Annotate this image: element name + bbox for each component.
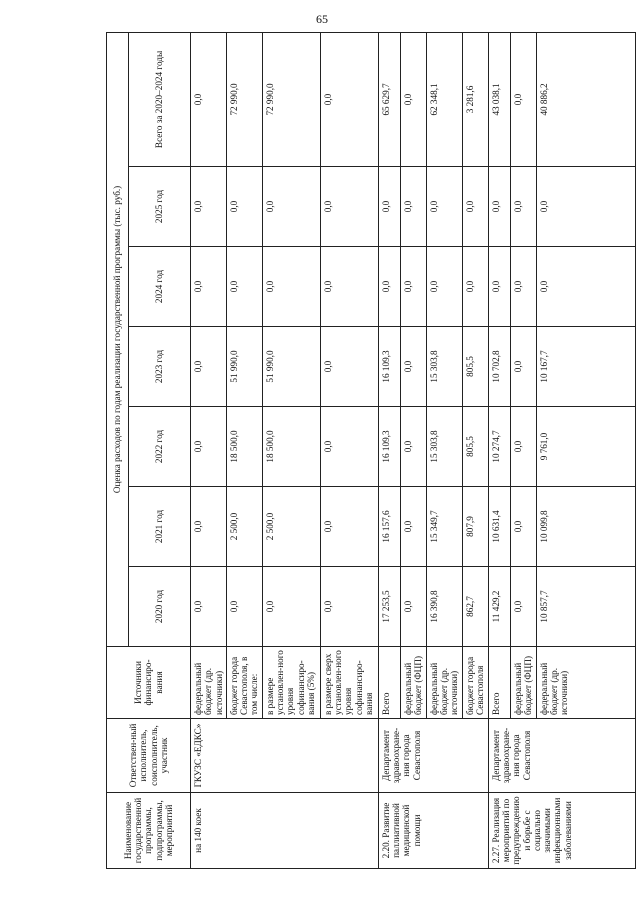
value-cell: 17 253,5	[378, 567, 400, 647]
executor: ГКУЗС «ЕДКС»	[191, 719, 379, 793]
value-cell: 0,0	[426, 247, 462, 327]
total-cell: 62 348,1	[426, 32, 462, 166]
value-cell: 0,0	[510, 327, 536, 407]
header-year: 2020 год	[129, 567, 191, 647]
header-year: 2023 год	[129, 327, 191, 407]
value-cell: 0,0	[488, 247, 510, 327]
header-total: Всего за 2020–2024 годы	[129, 32, 191, 166]
executor: Департамент здравоохране-ния города Севастополя	[378, 719, 488, 793]
value-cell: 0,0	[400, 247, 426, 327]
funding-source: Всего	[488, 647, 510, 719]
rotated-page-frame	[106, 33, 636, 869]
funding-source: федеральный бюджет (ФЦП)	[510, 647, 536, 719]
value-cell: 15 303,8	[426, 407, 462, 487]
value-cell: 16 157,6	[378, 487, 400, 567]
value-cell: 0,0	[400, 567, 426, 647]
value-cell: 11 429,2	[488, 567, 510, 647]
total-cell: 72 990,0	[226, 32, 262, 166]
header-year: 2025 год	[129, 167, 191, 247]
value-cell: 0,0	[400, 407, 426, 487]
header-executor: Ответствен-ный исполнитель, соисполнитель, участник	[107, 719, 191, 793]
value-cell: 805,5	[462, 407, 488, 487]
total-cell: 0,0	[191, 32, 227, 166]
funding-source: бюджет города Севастополя, в том числе:	[226, 647, 262, 719]
budget-table	[106, 32, 636, 869]
header-name: Наименование государственной программы, подпрограммы, мероприятий	[107, 793, 191, 869]
total-cell: 3 281,6	[462, 32, 488, 166]
value-cell: 10 702,8	[488, 327, 510, 407]
value-cell: 0,0	[226, 567, 262, 647]
value-cell: 0,0	[400, 167, 426, 247]
value-cell: 16 109,3	[378, 407, 400, 487]
funding-source: федеральный бюджет (др. источники)	[191, 647, 227, 719]
funding-source: бюджет города Севастополя	[462, 647, 488, 719]
value-cell: 10 631,4	[488, 487, 510, 567]
value-cell: 0,0	[262, 247, 320, 327]
value-cell: 0,0	[191, 567, 227, 647]
value-cell: 0,0	[226, 167, 262, 247]
table-row	[378, 32, 400, 868]
header-year: 2024 год	[129, 247, 191, 327]
value-cell: 0,0	[510, 487, 536, 567]
value-cell: 805,5	[462, 327, 488, 407]
value-cell: 0,0	[510, 567, 536, 647]
value-cell: 2 500,0	[262, 487, 320, 567]
total-cell: 0,0	[400, 32, 426, 166]
value-cell: 0,0	[320, 407, 378, 487]
header-year: 2021 год	[129, 487, 191, 567]
value-cell: 0,0	[191, 327, 227, 407]
value-cell: 0,0	[191, 247, 227, 327]
value-cell: 51 990,0	[262, 327, 320, 407]
value-cell: 51 990,0	[226, 327, 262, 407]
value-cell: 0,0	[191, 167, 227, 247]
value-cell: 10 857,7	[536, 567, 635, 647]
value-cell: 10 274,7	[488, 407, 510, 487]
value-cell: 0,0	[510, 167, 536, 247]
value-cell: 16 390,8	[426, 567, 462, 647]
funding-source: в размере сверх установлен-ного уровня софинансиро-вания	[320, 647, 378, 719]
funding-source: в размере установлен-ного уровня софинансиро-вания (5%)	[262, 647, 320, 719]
total-cell: 72 990,0	[262, 32, 320, 166]
value-cell: 0,0	[426, 167, 462, 247]
rotated-table-container	[106, 33, 636, 869]
table-row	[191, 32, 227, 868]
value-cell: 0,0	[462, 167, 488, 247]
header-row-1	[107, 32, 129, 868]
value-cell: 15 303,8	[426, 327, 462, 407]
value-cell: 0,0	[510, 407, 536, 487]
value-cell: 0,0	[191, 407, 227, 487]
total-cell: 0,0	[320, 32, 378, 166]
value-cell: 807,9	[462, 487, 488, 567]
funding-source: федеральный бюджет (ФЦП)	[400, 647, 426, 719]
header-estimate: Оценка расходов по годам реализации государственной программы (тыс. руб.)	[107, 32, 129, 646]
value-cell: 0,0	[320, 487, 378, 567]
value-cell: 0,0	[378, 167, 400, 247]
funding-source: федеральный бюджет (др. источники)	[426, 647, 462, 719]
value-cell: 18 500,0	[262, 407, 320, 487]
value-cell: 0,0	[262, 567, 320, 647]
program-name: 2.20. Развитие паллиативной медицинской помощи	[378, 793, 488, 869]
value-cell: 0,0	[262, 167, 320, 247]
value-cell: 0,0	[400, 487, 426, 567]
value-cell: 862,7	[462, 567, 488, 647]
value-cell: 0,0	[510, 247, 536, 327]
value-cell: 18 500,0	[226, 407, 262, 487]
header-source: Источники финансиро-вания	[107, 647, 191, 719]
value-cell: 0,0	[191, 487, 227, 567]
total-cell: 40 886,2	[536, 32, 635, 166]
total-cell: 0,0	[510, 32, 536, 166]
value-cell: 16 109,3	[378, 327, 400, 407]
executor: Департамент здравоохране-ния города Севастополя	[488, 719, 635, 793]
value-cell: 0,0	[320, 327, 378, 407]
value-cell: 15 349,7	[426, 487, 462, 567]
program-name: на 140 коек	[191, 793, 379, 869]
total-cell: 43 038,1	[488, 32, 510, 166]
funding-source: федеральный бюджет (др. источники)	[536, 647, 635, 719]
header-year: 2022 год	[129, 407, 191, 487]
value-cell: 0,0	[400, 327, 426, 407]
program-name: 2.27. Реализация мероприятий по предупреждению и борьбе с социально значимыми инфекционными заболеваниями	[488, 793, 635, 869]
value-cell: 0,0	[378, 247, 400, 327]
value-cell: 2 500,0	[226, 487, 262, 567]
value-cell: 10 099,8	[536, 487, 635, 567]
value-cell: 0,0	[488, 167, 510, 247]
table-row	[488, 32, 510, 868]
value-cell: 9 761,0	[536, 407, 635, 487]
value-cell: 10 167,7	[536, 327, 635, 407]
page-number: 65	[316, 12, 328, 26]
value-cell: 0,0	[320, 247, 378, 327]
value-cell: 0,0	[536, 247, 635, 327]
total-cell: 65 629,7	[378, 32, 400, 166]
value-cell: 0,0	[536, 167, 635, 247]
funding-source: Всего	[378, 647, 400, 719]
value-cell: 0,0	[320, 567, 378, 647]
value-cell: 0,0	[226, 247, 262, 327]
value-cell: 0,0	[462, 247, 488, 327]
value-cell: 0,0	[320, 167, 378, 247]
